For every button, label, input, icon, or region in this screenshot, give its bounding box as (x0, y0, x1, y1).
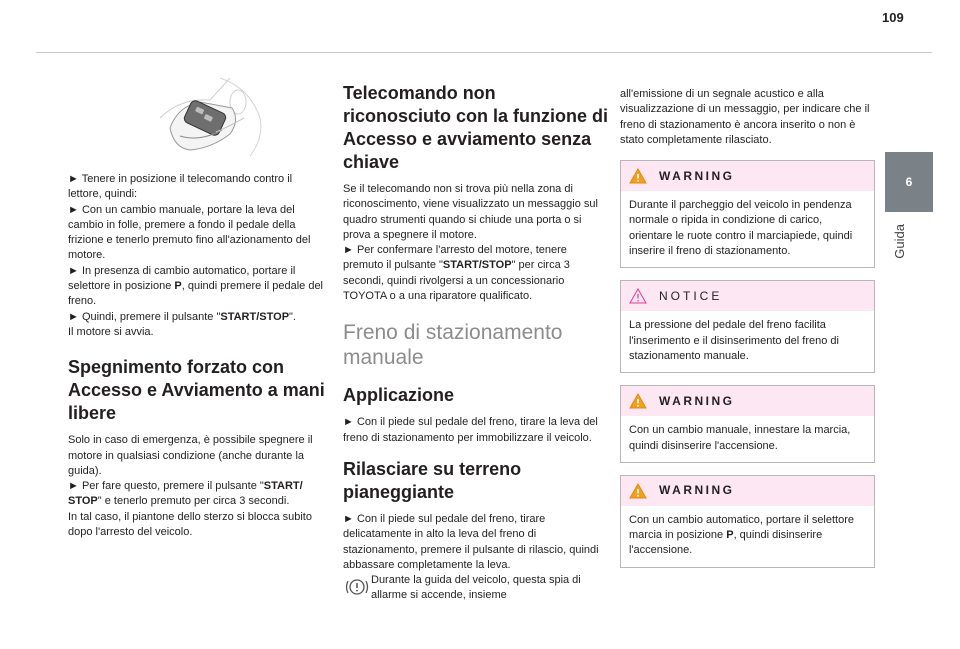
notice-triangle-icon (629, 288, 647, 304)
section-heading: Telecomando non riconosciuto con la funzione di Accesso e avviamento senza chiave (343, 83, 609, 172)
paragraph: all'emissione di un segnale acustico e alla visualizzazione di un messaggio, per indicare che il freno di stazionamento è ancora inserito o non è stato completamente rilasciato. (620, 88, 870, 146)
subsection-heading: Rilasciare su terreno pianeggiante (343, 458, 522, 502)
header-divider (36, 52, 932, 53)
warning-header (621, 161, 874, 191)
notice-header (621, 281, 874, 311)
warning-box (620, 475, 875, 568)
warning-header (621, 386, 874, 416)
subsection-heading: Applicazione (343, 385, 455, 406)
lamp-text: Durante la guida del veicolo, questa spia di allarme si accende, insieme (371, 574, 581, 602)
paragraph: Se il telecomando non si trova più nella zona di riconoscimento, viene visualizzato un messaggio sul quadro strumenti quando si chiude una porta o si prova a spegnere il motore. (343, 183, 598, 241)
paragraph: Il motore si avvia. (68, 325, 154, 338)
warning-triangle-icon (629, 483, 647, 499)
warning-text: Con un cambio manuale, innestare la marcia, quindi disinserire l'accensione. (629, 424, 851, 452)
section-heading: Spegnimento forzato con Accesso e Avviamento a mani libere (68, 357, 325, 424)
parking-brake-warning-icon (343, 577, 371, 597)
instruction-step: ► Con un cambio manuale, portare la leva del cambio in folle, premere a fondo il pedale della frizione e tenerlo premuto fino all'azionamento del motore. (68, 203, 311, 262)
notice-title: NOTICE (659, 288, 723, 303)
instruction-step: ► In presenza di cambio automatico, portare il selettore in posizione P, quindi premere il pedale del freno. (68, 264, 324, 308)
instruction-step: ► Con il piede sul pedale del freno, tirare la leva del freno di stazionamento per immobilizzare il veicolo. (343, 416, 598, 444)
warning-box (620, 385, 875, 463)
instruction-step: ► Per fare questo, premere il pulsante "START/ STOP" e tenerlo premuto per circa 3 secondi. (68, 480, 303, 508)
instruction-step: ► Tenere in posizione il telecomando contro il lettore, quindi: (68, 173, 293, 201)
column-2 (343, 82, 608, 604)
paragraph: Solo in caso di emergenza, è possibile spegnere il motore in qualsiasi condizione (anche durante la guida). (68, 434, 313, 477)
warning-title: WARNING (659, 393, 735, 408)
warning-box (620, 160, 875, 268)
instruction-step: ► Con il piede sul pedale del freno, tirare delicatamente in alto la leva del freno di stazionamento, premere il pulsante di rilascio, quindi abbassare completamente la leva. (343, 512, 599, 571)
chapter-section-title: Freno di stazionamento manuale (343, 321, 563, 370)
warning-title: WARNING (659, 168, 735, 183)
warning-text: Con un cambio automatico, portare il selettore marcia in posizione P, quindi disinserire l'accensione. (629, 513, 855, 557)
warning-triangle-icon (629, 168, 647, 184)
column-3 (620, 87, 875, 568)
warning-header (621, 476, 874, 506)
instruction-step: ► Per confermare l'arresto del motore, tenere premuto il pulsante "START/STOP" per circa 3 secondi, quindi rivolgersi a un concessionario TOYOTA o a una riparatore qualificato. (343, 244, 570, 303)
warning-title: WARNING (659, 483, 735, 498)
paragraph: In tal caso, il piantone dello sterzo si blocca subito dopo l'arresto del veicolo. (68, 510, 312, 539)
warning-triangle-icon (629, 393, 647, 409)
chapter-label: Guida (892, 224, 907, 259)
instruction-step: ► Quindi, premere il pulsante "START/STOP". (68, 310, 296, 323)
notice-box (620, 280, 875, 373)
notice-text: La pressione del pedale del freno facilita l'inserimento e il disinserimento del freno di stazionamento manuale. (629, 319, 839, 362)
warning-text: Durante il parcheggio del veicolo in pendenza normale o ripida in condizione di carico, orientare le ruote contro il marciapiede, quindi inserire il freno di stazionamento. (629, 199, 853, 258)
column-1 (68, 172, 328, 540)
key-fob-illustration (160, 78, 268, 156)
warning-lamp-note (343, 573, 608, 604)
chapter-tab[interactable]: 6 (885, 152, 933, 212)
page-number: 109 (882, 10, 904, 25)
